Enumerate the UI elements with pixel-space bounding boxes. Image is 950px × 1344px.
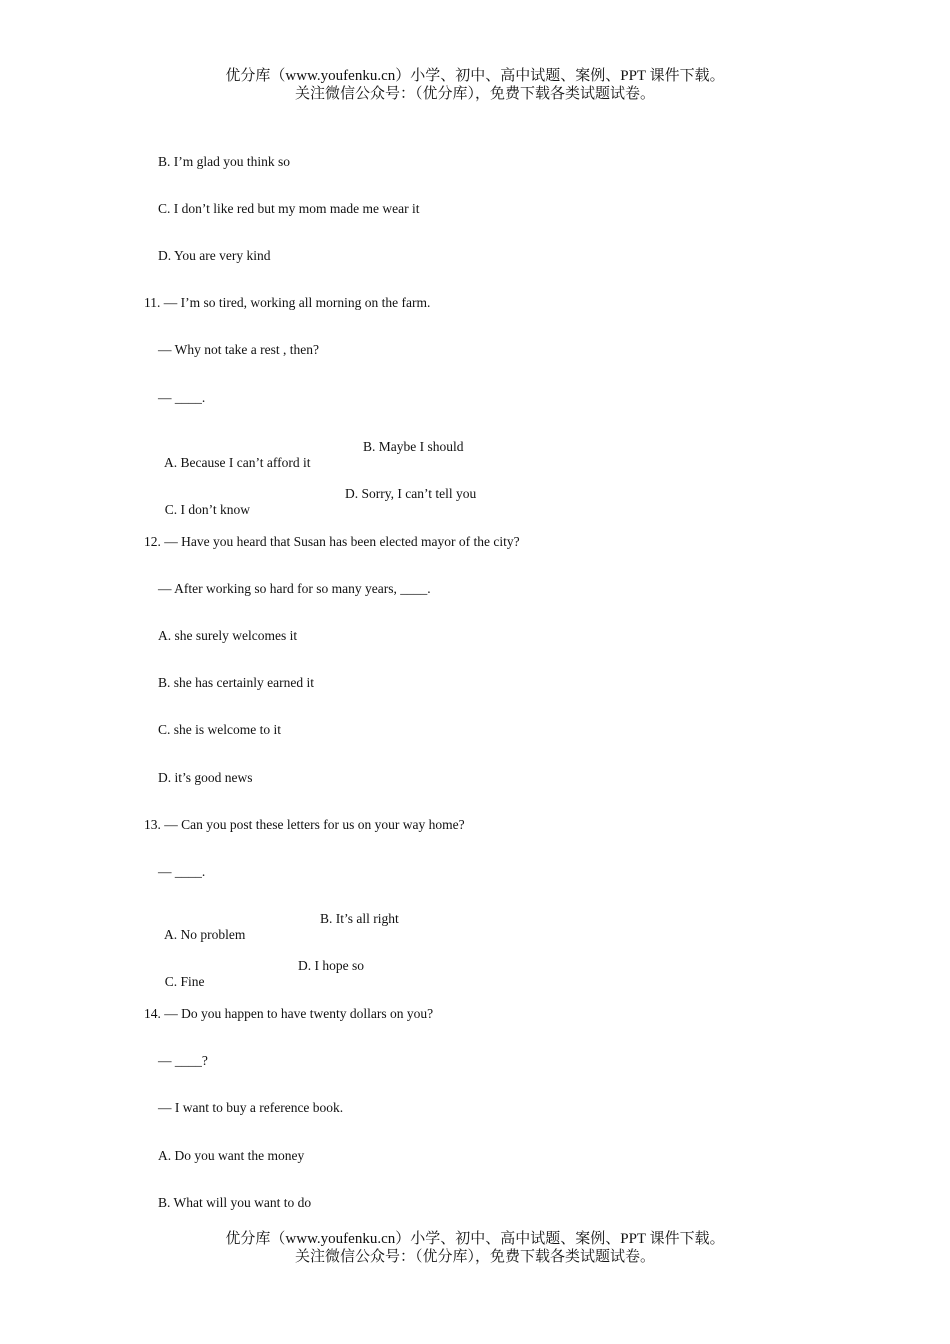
q13-option-d: D. I hope so xyxy=(298,958,364,973)
page-header xyxy=(0,67,950,103)
q14-option-b: B. What will you want to do xyxy=(158,1195,312,1210)
q12-option-c: C. she is welcome to it xyxy=(158,722,281,737)
header-line-1: 优分库（www.youfenku.cn）小学、初中、高中试题、案例、PPT 课件下载。 xyxy=(225,68,725,84)
q11-dialogue-3: — ____. xyxy=(158,390,206,405)
q11-dialogue-2: — Why not take a rest , then? xyxy=(158,342,319,357)
q12-dialogue-2: — After working so hard for so many years, ____. xyxy=(158,581,431,596)
q10-option-c: C. I don’t like red but my mom made me wear it xyxy=(158,201,420,216)
q13-dialogue-2: — ____. xyxy=(158,864,206,879)
q13-options-row-1 xyxy=(158,911,758,959)
q11-option-d: D. Sorry, I can’t tell you xyxy=(345,486,477,501)
footer-line-2: 关注微信公众号：（优分库），免费下载各类试题试卷。 xyxy=(294,1249,655,1265)
q12-option-b: B. she has certainly earned it xyxy=(158,675,314,690)
footer-line-1: 优分库（www.youfenku.cn）小学、初中、高中试题、案例、PPT 课件下载。 xyxy=(225,1231,725,1247)
header-line-2: 关注微信公众号：（优分库），免费下载各类试题试卷。 xyxy=(294,86,655,102)
q14-dialogue-3: — I want to buy a reference book. xyxy=(158,1100,344,1115)
q11-option-c: C. I don’t know xyxy=(164,502,251,517)
q11-option-b: B. Maybe I should xyxy=(363,439,464,454)
q11-option-a: A. Because I can’t afford it xyxy=(164,455,311,470)
q13-options-row-2 xyxy=(158,958,758,1006)
q10-option-b: B. I’m glad you think so xyxy=(158,154,290,169)
q11-options-row-1 xyxy=(158,439,758,487)
page-footer xyxy=(0,1230,950,1266)
q14-dialogue-2: — ____? xyxy=(158,1053,208,1068)
q13-option-b: B. It’s all right xyxy=(320,911,399,926)
q10-option-d: D. You are very kind xyxy=(158,248,271,263)
q14-option-a: A. Do you want the money xyxy=(158,1148,305,1163)
q11-stem: 11. — I’m so tired, working all morning on the farm. xyxy=(144,295,431,310)
q12-option-a: A. she surely welcomes it xyxy=(158,628,298,643)
q13-option-c: C. Fine xyxy=(164,974,205,989)
q14-stem: 14. — Do you happen to have twenty dollars on you? xyxy=(144,1006,434,1021)
q12-stem: 12. — Have you heard that Susan has been elected mayor of the city? xyxy=(144,534,520,549)
q13-stem: 13. — Can you post these letters for us on your way home? xyxy=(144,817,465,832)
q12-option-d: D. it’s good news xyxy=(158,770,253,785)
q11-options-row-2 xyxy=(158,486,758,534)
q13-option-a: A. No problem xyxy=(164,927,246,942)
